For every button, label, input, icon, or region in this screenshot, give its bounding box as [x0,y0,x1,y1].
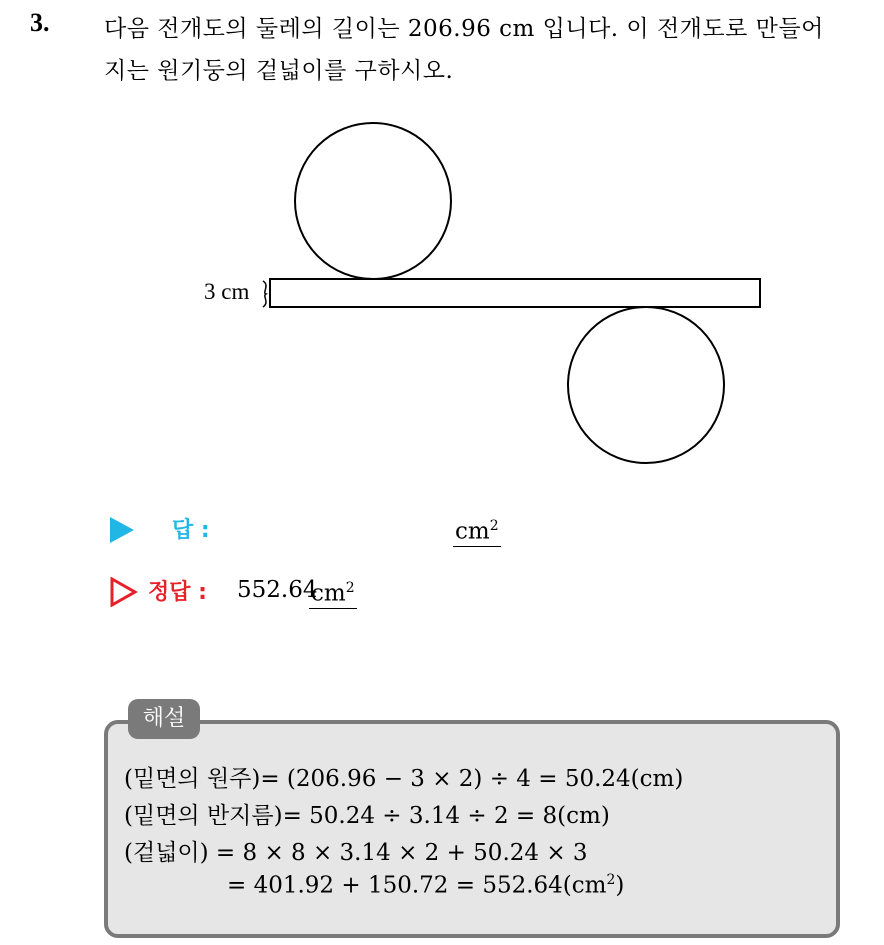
solution-line-3: (겉넓이) = 8 × 8 × 3.14 × 2 + 50.24 × 3 [124,840,588,866]
height-label: 3 cm [204,279,250,304]
bottom-base-circle [568,307,724,463]
correct-answer-row [110,573,410,613]
correct-marker-icon [110,577,138,607]
top-base-circle [295,123,451,279]
solution-line-1: (밑면의 원주)= (206.96 − 3 × 2) ÷ 4 = 50.24(cm) [124,766,684,792]
answer-row [110,511,530,551]
solution-title: 해설 [128,699,200,739]
solution-line-2: (밑면의 반지름)= 50.24 ÷ 3.14 ÷ 2 = 8(cm) [124,803,610,829]
question-text-line-2: 지는 원기둥의 겉넓이를 구하시오. [104,58,454,84]
answer-label: 답 : [172,518,210,543]
correct-label: 정답 : [148,580,207,605]
correct-value: 552.64 [237,577,318,603]
question-text-line-1: 다음 전개도의 둘레의 길이는 206.96 cm 입니다. 이 전개도로 만들어 [104,16,824,42]
side-rectangle [270,279,760,307]
answer-blank[interactable]: $cm^2$ [453,513,501,547]
question-number: 3. [30,8,50,37]
answer-marker-icon [110,517,134,543]
height-brace [263,281,266,307]
solution-line-4: = $401.92 + 150.72 = 552.64(cm^2)$ [227,872,625,899]
correct-unit: $cm^2$ [309,575,357,609]
